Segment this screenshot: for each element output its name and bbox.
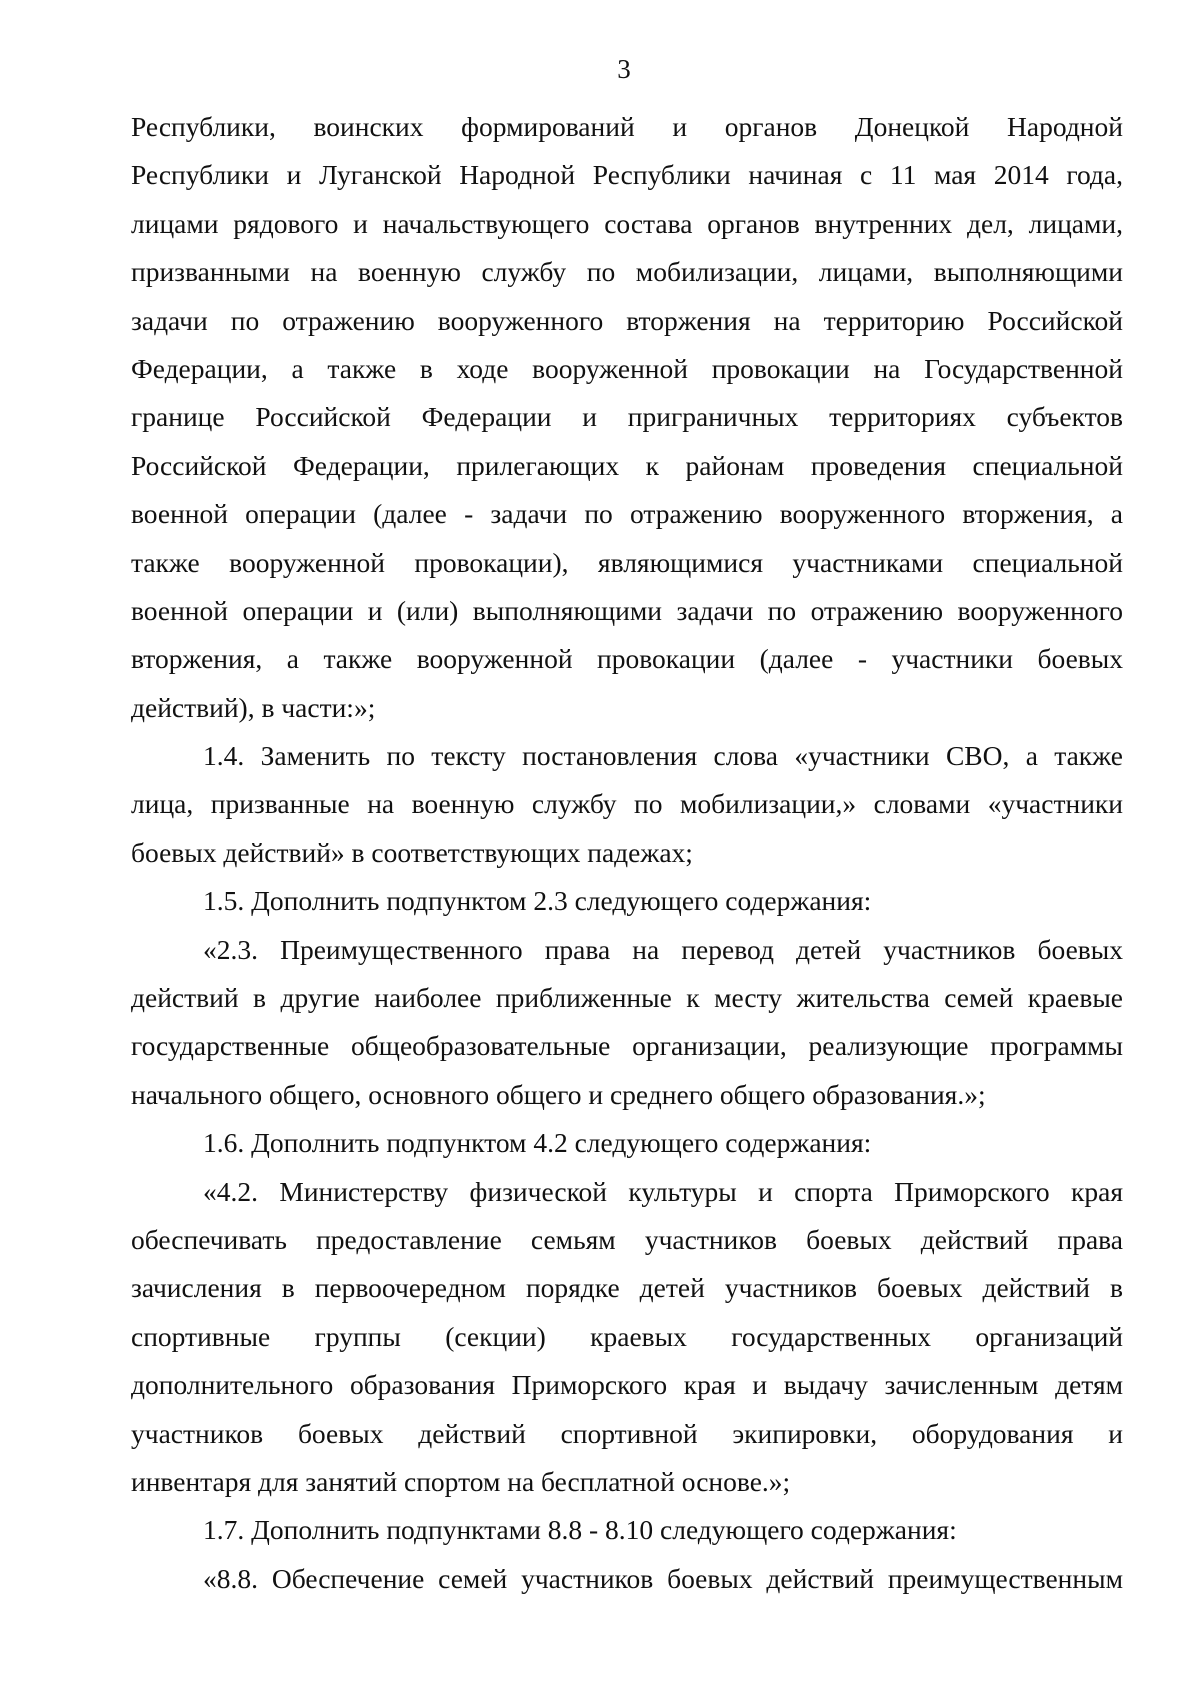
page-number: 3 [617,54,631,84]
paragraph-8-8: «8.8. Обеспечение семей участников боевых действий преимущественным [203,1562,1123,1594]
text-line: участников боевых действий спортивной экипировки, оборудования и [131,1417,1123,1449]
text-line: спортивные группы (секции) краевых государственных организаций [131,1320,1123,1352]
paragraph-1-6: 1.6. Дополнить подпунктом 4.2 следующего содержания: [203,1127,872,1159]
text-line: государственные общеобразовательные организации, реализующие программы [131,1030,1123,1062]
text-line: Российской Федерации, прилегающих к районам проведения специальной [131,449,1123,481]
paragraph-1-5: 1.5. Дополнить подпунктом 2.3 следующего содержания: [203,885,872,917]
text-line: Федерации, а также в ходе вооруженной провокации на Государственной [131,352,1123,384]
text-line: инвентаря для занятий спортом на бесплатной основе.»; [131,1465,791,1497]
document-body [131,103,1123,1603]
text-line: военной операции и (или) выполняющими задачи по отражению вооруженного [131,594,1123,626]
text-line: вторжения, а также вооруженной провокации (далее - участники боевых [131,643,1123,675]
text-line: задачи по отражению вооруженного вторжения на территорию Российской [131,304,1123,336]
text-line: призванными на военную службу по мобилизации, лицами, выполняющими [131,256,1123,288]
text-line: лица, призванные на военную службу по мобилизации,» словами «участники [131,788,1123,820]
paragraph-1-4: 1.4. Заменить по тексту постановления слова «участники СВО, а также [203,740,1123,772]
text-line: зачисления в первоочередном порядке детей участников боевых действий в [131,1272,1123,1304]
text-line: лицами рядового и начальствующего состава органов внутренних дел, лицами, [131,207,1123,239]
text-line: также вооруженной провокации), являющимися участниками специальной [131,546,1123,578]
text-line: Республики и Луганской Народной Республики начиная с 11 мая 2014 года, [131,159,1123,191]
text-line: боевых действий» в соответствующих падежах; [131,836,693,868]
text-line: действий), в части:»; [131,691,376,723]
paragraph-2-3: «2.3. Преимущественного права на перевод детей участников боевых [203,933,1123,965]
text-line: границе Российской Федерации и приграничных территориях субъектов [131,401,1123,433]
text-line: начального общего, основного общего и среднего общего образования.»; [131,1078,986,1110]
paragraph-4-2: «4.2. Министерству физической культуры и спорта Приморского края [203,1175,1123,1207]
text-line: дополнительного образования Приморского края и выдачу зачисленным детям [131,1369,1123,1401]
text-line: Республики, воинских формирований и органов Донецкой Народной [131,111,1123,142]
text-line: военной операции (далее - задачи по отражению вооруженного вторжения, а [131,498,1123,530]
text-line: обеспечивать предоставление семьям участников боевых действий права [131,1223,1123,1255]
paragraph-1-7: 1.7. Дополнить подпунктами 8.8 - 8.10 следующего содержания: [203,1514,957,1546]
text-line: действий в другие наиболее приближенные к месту жительства семей краевые [131,982,1123,1014]
